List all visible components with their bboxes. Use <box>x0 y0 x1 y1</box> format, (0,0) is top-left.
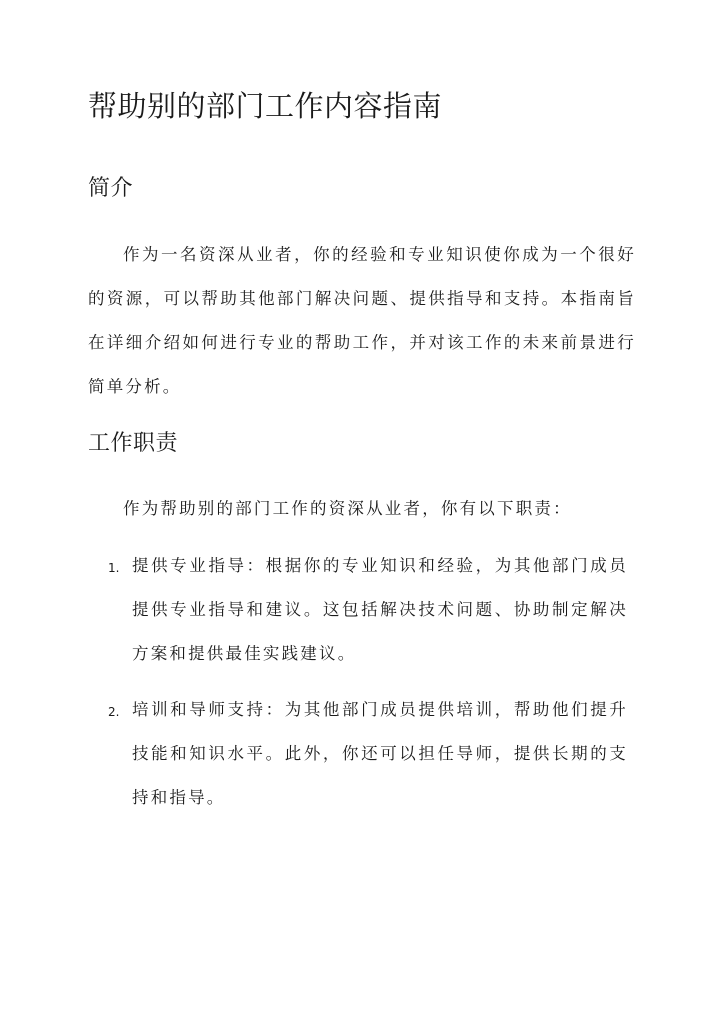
list-item <box>108 544 628 676</box>
list-item-text: 提供专业指导：根据你的专业知识和经验，为其他部门成员提供专业指导和建议。这包括解决技术问题、协助制定解决方案和提供最佳实践建议。 <box>132 556 628 663</box>
section-heading-duties: 工作职责 <box>88 431 179 456</box>
list-item-text: 培训和导师支持：为其他部门成员提供培训，帮助他们提升技能和知识水平。此外，你还可以担任导师，提供长期的支持和指导。 <box>132 700 628 807</box>
intro-paragraph: 作为一名资深从业者，你的经验和专业知识使你成为一个很好的资源，可以帮助其他部门解决问题、提供指导和支持。本指南旨在详细介绍如何进行专业的帮助工作，并对该工作的未来前景进行简单分析。 <box>88 245 636 396</box>
list-marker: 2. <box>108 705 120 719</box>
document-title: 帮助别的部门工作内容指南 <box>88 89 443 123</box>
duties-list <box>108 544 628 832</box>
section-heading-intro: 简介 <box>88 176 134 201</box>
list-item <box>108 688 628 820</box>
list-marker: 1. <box>108 561 120 575</box>
duties-paragraph: 作为帮助别的部门工作的资深从业者，你有以下职责： <box>123 499 572 518</box>
